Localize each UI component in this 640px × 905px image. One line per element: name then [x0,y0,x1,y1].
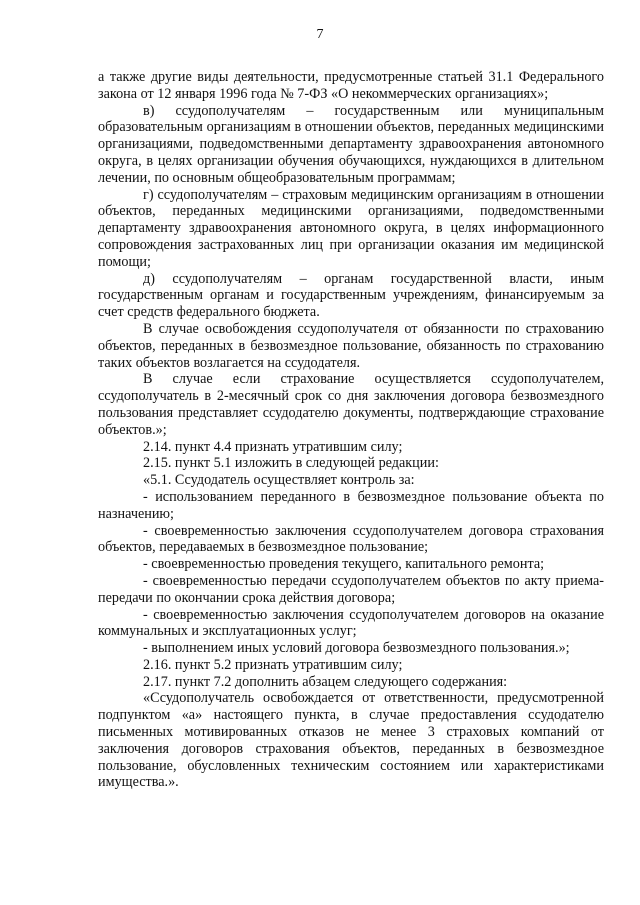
document-body [98,69,604,791]
paragraph: 2.14. пункт 4.4 признать утратившим силу; [143,438,403,455]
paragraph: а также другие виды деятельности, предусмотренные статьей 31.1 Федерального закона от 12 января 1996 года № 7-ФЗ «О некоммерческих организациях»; [98,69,604,102]
paragraph: В случае если страхование осуществляется ссудополучателем, ссудополучатель в 2-месячный срок со дня заключения договора безвозмездного пользования представляет ссудодателю документы, подтверждающие страхование объектов.»; [98,371,604,438]
paragraph: - своевременностью заключения ссудополучателем договора страхования объектов, передаваемых в безвозмездное пользование; [98,522,604,556]
paragraph: - своевременностью проведения текущего, капитального ремонта; [143,556,545,573]
paragraph: В случае освобождения ссудополучателя от обязанности по страхованию объектов, переданных в безвозмездное пользование, обязанность по страхованию таких объектов возлагается на ссудодателя. [98,320,604,371]
paragraph: - использованием переданного в безвозмездное пользование объекта по назначению; [98,488,604,522]
paragraph: в) ссудополучателям – государственным или муниципальным образовательным организациям в отношении объектов, переданных медицинскими организациями, подведомственными департаменту здравоохранения автономного округа, в целях организации обучения обучающихся, нуждающихся в длительном лечении, по основным общеобразовательным программам; [98,102,604,186]
paragraph: д) ссудополучателям – органам государственной власти, иным государственным органам и государственным учреждениям, финансируемым за счет средств федерального бюджета. [98,270,604,321]
paragraph: 2.15. пункт 5.1 изложить в следующей редакции: [143,455,439,472]
paragraph: «5.1. Ссудодатель осуществляет контроль за: [143,472,415,489]
paragraph: - своевременностью передачи ссудополучателем объектов по акту приема-передачи по окончании срока действия договора; [98,572,604,606]
paragraph: г) ссудополучателям – страховым медицинским организациям в отношении объектов, переданных медицинскими организациями, подведомственными департаменту здравоохранения автономного округа, в целях информационного сопровождения застрахованных лиц при организации оказания им медицинской помощи; [98,186,604,270]
paragraph: - своевременностью заключения ссудополучателем договоров на оказание коммунальных и эксплуатационных услуг; [98,606,604,640]
paragraph: - выполнением иных условий договора безвозмездного пользования.»; [143,640,570,657]
paragraph: 2.16. пункт 5.2 признать утратившим силу; [143,656,403,673]
paragraph: 2.17. пункт 7.2 дополнить абзацем следующего содержания: [143,673,508,690]
page-number: 7 [316,27,324,42]
paragraph: «Ссудополучатель освобождается от ответственности, предусмотренной подпунктом «а» настоящего пункта, в случае предоставления ссудодателю письменных мотивированных отказов не менее 3 страховых компаний от заключения договоров страхования объектов, переданных в безвозмездное пользование, обусловленных техническим состоянием или характеристиками имущества.». [98,690,604,791]
